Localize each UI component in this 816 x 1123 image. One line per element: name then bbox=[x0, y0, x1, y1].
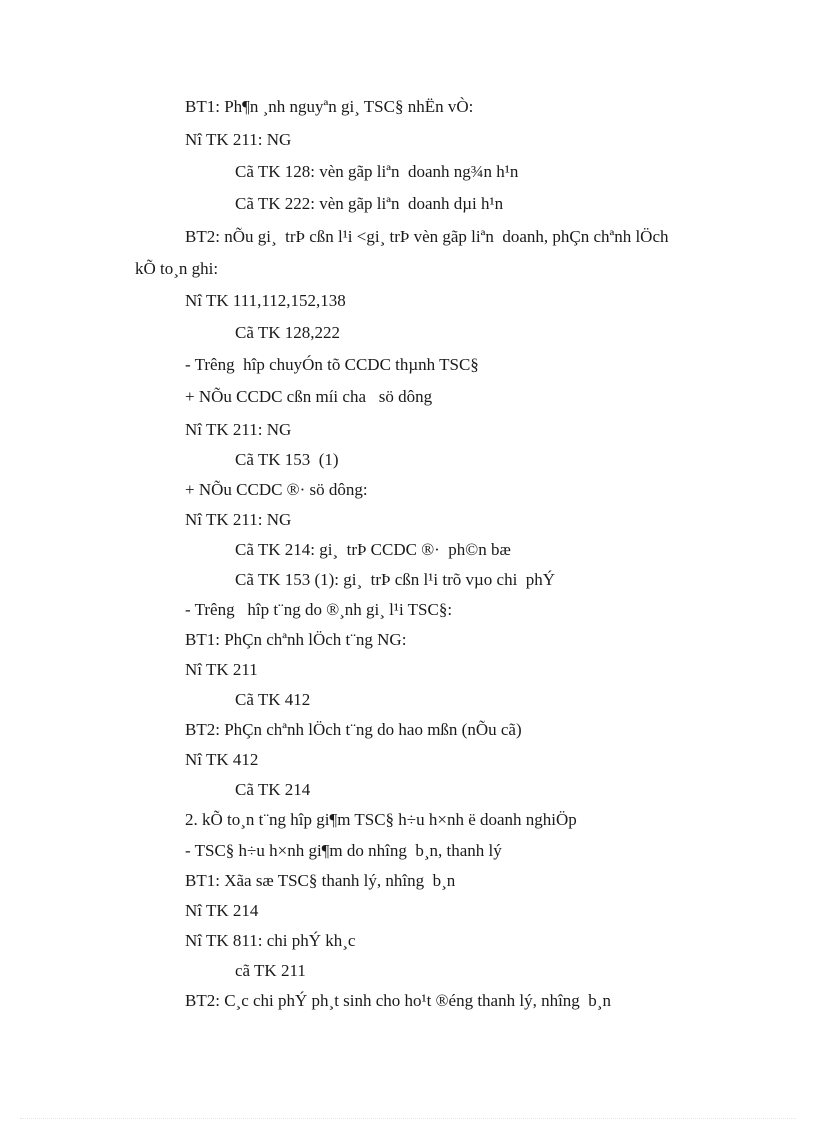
text-line: BT2: PhÇn chªnh lÖch t¨ng do hao mßn (nÕu cã) bbox=[185, 720, 522, 739]
text-line: BT1: Xãa sæ TSC§ thanh lý, nhîng b¸n bbox=[185, 871, 456, 890]
text-line: Nî TK 811: chi phÝ kh¸c bbox=[185, 931, 356, 950]
text-line: + NÕu CCDC ®· sö dông: bbox=[185, 480, 368, 499]
text-line: Nî TK 211: NG bbox=[185, 420, 292, 439]
text-line: BT2: nÕu gi¸ trÞ cßn l¹i <gi¸ trÞ vèn gãp liªn doanh, phÇn chªnh lÖch bbox=[185, 227, 669, 246]
text-line: Nî TK 214 bbox=[185, 901, 259, 920]
text-line: kÕ to¸n ghi: bbox=[135, 259, 219, 278]
text-line: - Trêng hîp chuyÓn tõ CCDC thµnh TSC§ bbox=[185, 355, 479, 374]
text-line: BT1: PhÇn chªnh lÖch t¨ng NG: bbox=[185, 630, 407, 649]
text-line: - TSC§ h÷u h×nh gi¶m do nhîng b¸n, thanh lý bbox=[185, 841, 502, 860]
text-line: Cã TK 128,222 bbox=[235, 323, 340, 342]
text-line: BT1: Ph¶n ¸nh nguyªn gi¸ TSC§ nhËn vÒ: bbox=[185, 97, 474, 116]
text-line: cã TK 211 bbox=[235, 961, 306, 980]
text-line: Nî TK 211: NG bbox=[185, 510, 292, 529]
text-line: Nî TK 211: NG bbox=[185, 130, 292, 149]
text-line: Cã TK 222: vèn gãp liªn doanh dµi h¹n bbox=[235, 194, 504, 213]
text-line: Cã TK 153 (1) bbox=[235, 450, 339, 469]
text-line: Cã TK 214 bbox=[235, 780, 311, 799]
text-line: + NÕu CCDC cßn míi cha sö dông bbox=[185, 387, 433, 406]
text-line: Cã TK 214: gi¸ trÞ CCDC ®· ph©n bæ bbox=[235, 540, 511, 559]
text-line: Nî TK 412 bbox=[185, 750, 259, 769]
text-line: Cã TK 128: vèn gãp liªn doanh ng¾n h¹n bbox=[235, 162, 519, 181]
page-bottom-divider bbox=[20, 1118, 796, 1119]
text-line: - Trêng hîp t¨ng do ®¸nh gi¸ l¹i TSC§: bbox=[185, 600, 453, 619]
text-line: Cã TK 412 bbox=[235, 690, 311, 709]
text-line: Nî TK 211 bbox=[185, 660, 258, 679]
text-line: Nî TK 111,112,152,138 bbox=[185, 291, 346, 310]
text-line: BT2: C¸c chi phÝ ph¸t sinh cho ho¹t ®éng thanh lý, nhîng b¸n bbox=[185, 991, 611, 1010]
text-line: Cã TK 153 (1): gi¸ trÞ cßn l¹i trõ vµo chi phÝ bbox=[235, 570, 556, 589]
text-line: 2. kÕ to¸n t¨ng hîp gi¶m TSC§ h÷u h×nh ë doanh nghiÖp bbox=[185, 810, 577, 829]
